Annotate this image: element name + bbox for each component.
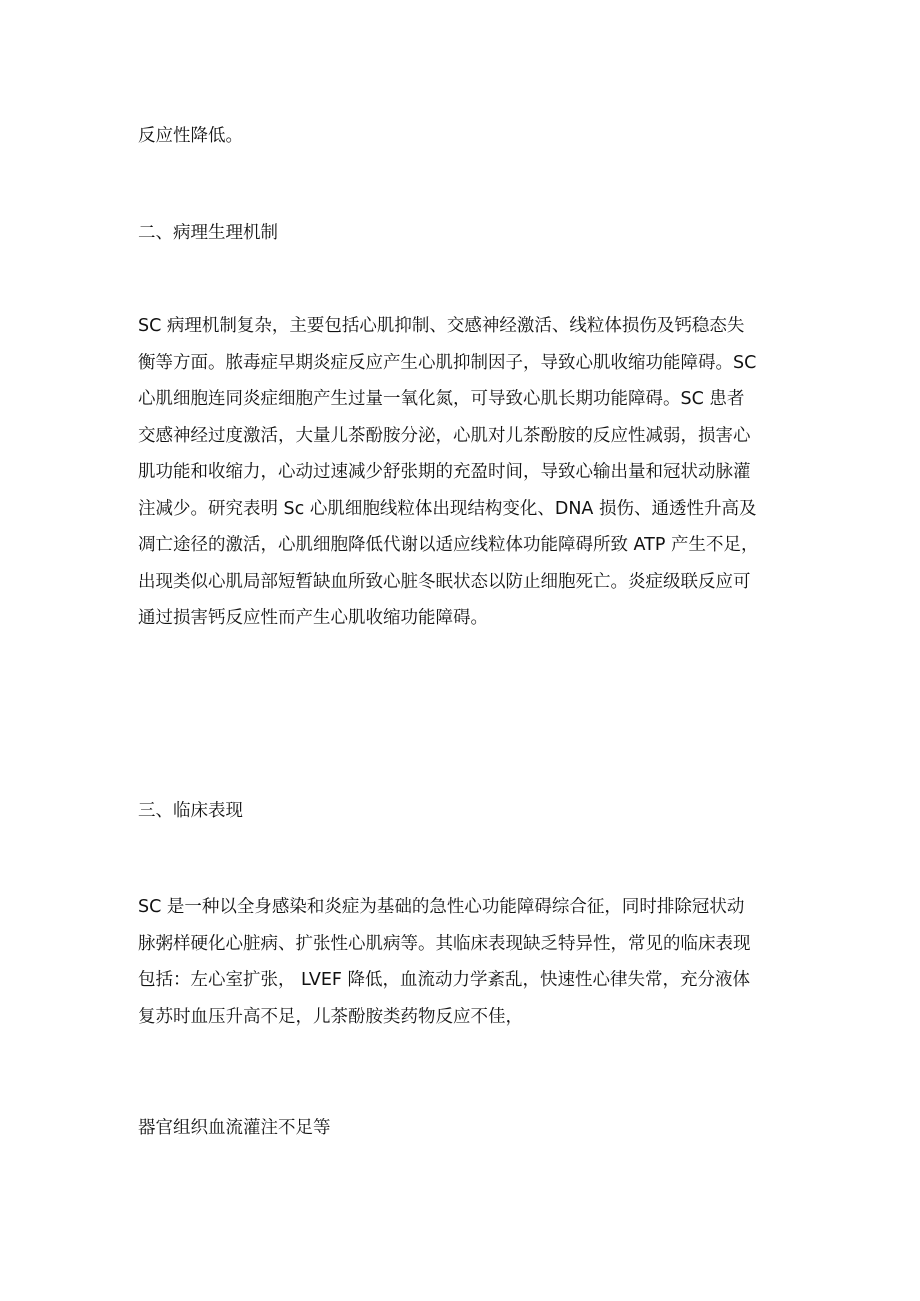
section-2-paragraph — [138, 308, 788, 637]
paragraph-line: 反应性降低。 — [138, 126, 243, 146]
paragraph-line: SC 是一种以全身感染和炎症为基础的急性心功能障碍综合征，同时排除冠状动 — [138, 897, 745, 917]
paragraph-line: 器官组织血流灌注不足等 — [138, 1118, 331, 1138]
paragraph-line: 出现类似心肌局部短暂缺血所致心脏冬眠状态以防止细胞死亡。炎症级联反应可 — [138, 571, 751, 592]
paragraph-line: 包括：左心室扩张， LVEF 降低，血流动力学紊乱，快速性心律失常，充分液体 — [138, 970, 751, 990]
section-3-trailing-line — [138, 1110, 788, 1147]
section-3-heading: 三、临床表现 — [138, 801, 243, 821]
intro-tail-paragraph — [138, 118, 788, 155]
paragraph-line: 交感神经过度激活，大量儿茶酚胺分泌，心肌对儿茶酚胺的反应性减弱，损害心 — [138, 425, 751, 446]
paragraph-line: 脉粥样硬化心脏病、扩张性心肌病等。其临床表现缺乏特异性，常见的临床表现 — [138, 933, 751, 954]
paragraph-line: 凋亡途径的激活，心肌细胞降低代谢以适应线粒体功能障碍所致 ATP 产生不足， — [138, 535, 759, 555]
section-2-heading: 二、病理生理机制 — [138, 223, 278, 243]
paragraph-line: 肌功能和收缩力，心动过速减少舒张期的充盈时间，导致心输出量和冠状动脉灌 — [138, 462, 751, 482]
paragraph-line: SC 病理机制复杂，主要包括心肌抑制、交感神经激活、线粒体损伤及钙稳态失 — [138, 316, 745, 336]
paragraph-line: 衡等方面。脓毒症早期炎症反应产生心肌抑制因子，导致心肌收缩功能障碍。SC — [138, 352, 757, 373]
section-3-paragraph — [138, 889, 788, 1035]
paragraph-line: 注减少。研究表明 Sc 心肌细胞线粒体出现结构变化、DNA 损伤、通透性升高及 — [138, 498, 757, 519]
paragraph-line: 心肌细胞连同炎症细胞产生过量一氧化氮，可导致心肌长期功能障碍。SC 患者 — [138, 389, 745, 409]
paragraph-line: 通过损害钙反应性而产生心肌收缩功能障碍。 — [138, 608, 488, 628]
paragraph-line: 复苏时血压升高不足，儿茶酚胺类药物反应不佳， — [138, 1006, 523, 1027]
